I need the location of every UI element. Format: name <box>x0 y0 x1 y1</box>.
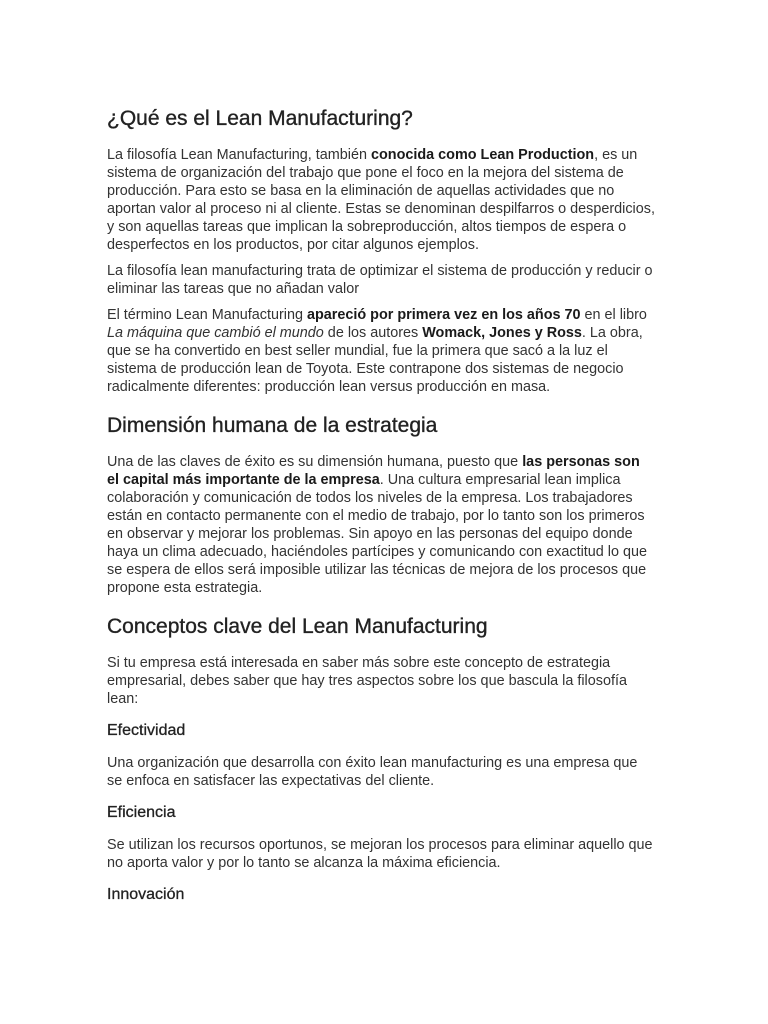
paragraph-efectividad: Una organización que desarrolla con éxito lean manufacturing es una empresa que se enfoca en satisfacer las expectativas del cliente. <box>107 755 638 789</box>
text: La filosofía Lean Manufacturing, también <box>107 147 371 163</box>
document-page <box>107 106 655 906</box>
paragraph-conceptos: Si tu empresa está interesada en saber más sobre este concepto de estrategia empresarial, debes saber que hay tres aspectos sobre los que bascula la filosofía lean: <box>107 655 627 707</box>
book-title: La máquina que cambió el mundo <box>107 325 324 341</box>
text: El término Lean Manufacturing <box>107 307 307 323</box>
paragraph-eficiencia: Se utilizan los recursos oportunos, se mejoran los procesos para eliminar aquello que no aporta valor y por lo tanto se alcanza la máxima eficiencia. <box>107 837 653 871</box>
paragraph-optimizar: La filosofía lean manufacturing trata de optimizar el sistema de producción y reducir o eliminar las tareas que no añadan valor <box>107 263 653 297</box>
subheading-innovacion: Innovación <box>107 886 185 903</box>
subheading-efectividad: Efectividad <box>107 722 186 739</box>
text: , es un sistema de organización del trabajo que pone el foco en la mejora del sistema de producción. Para esto se basa en la eliminación de aquellas actividades que no aportan valor al proceso ni al cliente. Estas se denominan despilfarros o desperdicios, y son aquellas tareas que implican la sobreproducción, altos tiempos de espera o desperfectos en los productos, por citar algunos ejemplos. <box>107 147 655 253</box>
paragraph-definicion <box>107 146 655 254</box>
heading-dimension-humana: Dimensión humana de la estrategia <box>107 414 438 437</box>
text: . Una cultura empresarial lean implica colaboración y comunicación de todos los niveles de la empresa. Los trabajadores están en contacto permanente con el medio de trabajo, por lo tanto son los primeros en observar y mejorar los problemas. Sin apoyo en las personas del equipo donde haya un clima adecuado, haciéndoles partícipes y comunicando con exactitud lo que se espera de ellos será imposible utilizar las técnicas de mejora de los procesos que propone esta estrategia. <box>107 472 647 596</box>
bold-text: las personas son el capital más importante de la empresa <box>107 454 640 488</box>
text: de los autores <box>323 325 423 341</box>
text: Una de las claves de éxito es su dimensión humana, puesto que <box>107 454 523 470</box>
heading-que-es-lean: ¿Qué es el Lean Manufacturing? <box>107 107 413 130</box>
bold-text: apareció por primera vez en los años 70 <box>306 307 581 323</box>
text: en el libro <box>580 307 647 323</box>
paragraph-dimension-humana <box>107 453 655 597</box>
authors: Womack, Jones y Ross <box>422 325 582 341</box>
heading-conceptos-clave: Conceptos clave del Lean Manufacturing <box>107 615 488 638</box>
text: . La obra, que se ha convertido en best seller mundial, fue la primera que sacó a la luz el sistema de producción lean de Toyota. Este contrapone dos sistemas de negocio radicalmente diferentes: producción lean versus producción en masa. <box>107 325 643 395</box>
paragraph-origen <box>107 306 655 396</box>
bold-text: conocida como Lean Production <box>371 147 595 163</box>
subheading-eficiencia: Eficiencia <box>107 804 176 821</box>
